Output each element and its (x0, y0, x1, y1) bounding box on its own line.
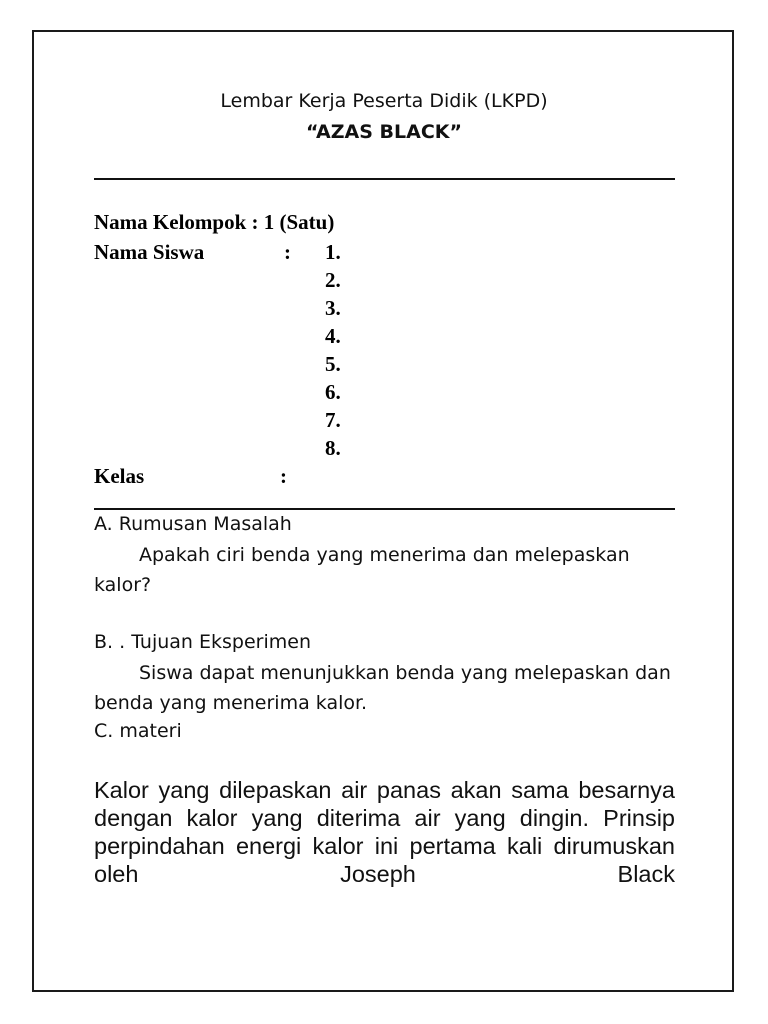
class-label: Kelas (94, 464, 145, 488)
student-number-6: 6. (325, 380, 341, 404)
student-number-3: 3. (325, 296, 341, 320)
middle-divider (94, 508, 675, 510)
student-number-8: 8. (325, 436, 341, 460)
student-names-colon: : (284, 240, 291, 264)
student-number-1: 1. (325, 240, 341, 264)
student-number-2: 2. (325, 268, 341, 292)
section-b-body: Siswa dapat menunjukkan benda yang melepaskan dan benda yang menerima kalor. (94, 662, 671, 714)
student-number-4: 4. (325, 324, 341, 348)
class-colon: : (280, 464, 287, 488)
group-name-line: Nama Kelompok : 1 (Satu) (94, 210, 335, 234)
section-a-body: Apakah ciri benda yang menerima dan melepaskan kalor? (94, 544, 630, 596)
student-number-5: 5. (325, 352, 341, 376)
student-number-7: 7. (325, 408, 341, 432)
document-subtitle: “AZAS BLACK” (306, 121, 462, 143)
section-b-heading: B. . Tujuan Eksperimen (94, 631, 311, 653)
student-names-label: Nama Siswa (94, 240, 205, 264)
top-divider (94, 178, 675, 180)
section-a-heading: A. Rumusan Masalah (94, 513, 292, 535)
section-c-body: Kalor yang dilepaskan air panas akan sama besarnya dengan kalor yang diterima air yang dingin. Prinsip perpindahan energi kalor ini pertama kali dirumuskan oleh Joseph Black (94, 777, 675, 887)
document-title: Lembar Kerja Peserta Didik (LKPD) (220, 90, 548, 112)
section-c-heading: C. materi (94, 720, 182, 742)
